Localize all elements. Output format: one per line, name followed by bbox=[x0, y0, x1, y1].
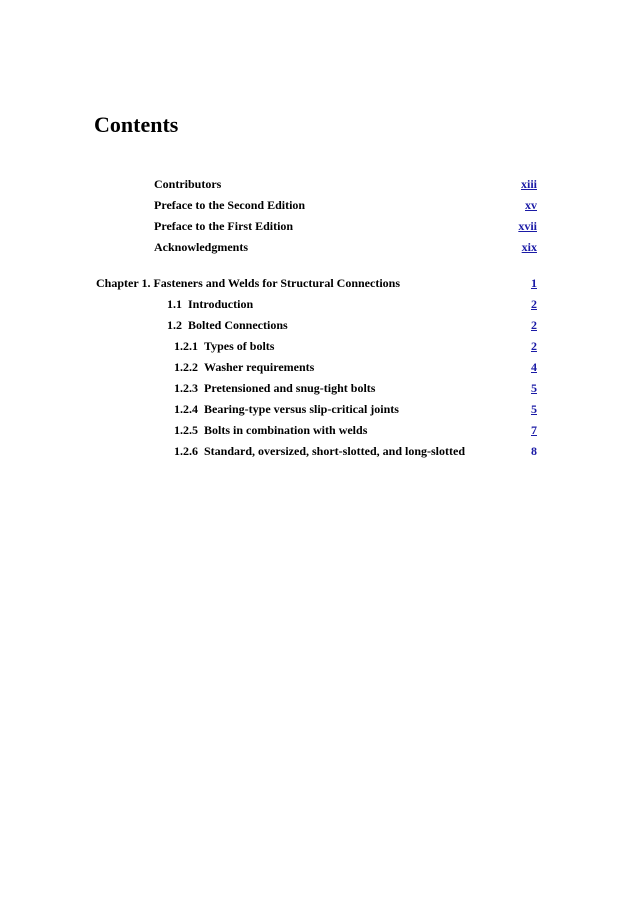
toc-entry-label: Types of bolts bbox=[204, 339, 275, 353]
toc-entry-section-1-2-3[interactable] bbox=[0, 379, 636, 397]
toc-entry-preface-second-edition[interactable] bbox=[0, 196, 636, 214]
toc-entry-section-1-2[interactable] bbox=[0, 316, 636, 334]
toc-entry-number: 1.2.5 bbox=[174, 423, 198, 437]
toc-entry-section-1-2-6[interactable] bbox=[0, 442, 636, 460]
toc-entry-number: 1.2.1 bbox=[174, 339, 198, 353]
toc-entry-acknowledgments[interactable] bbox=[0, 238, 636, 256]
toc-entry-number: 1.2 bbox=[167, 318, 182, 332]
toc-entry-label: Preface to the Second Edition bbox=[154, 198, 306, 212]
toc-entry-label: Acknowledgments bbox=[154, 240, 249, 254]
toc-page-link[interactable]: 5 bbox=[531, 402, 537, 416]
toc-entry-number: 1.2.4 bbox=[174, 402, 198, 416]
toc-page-link[interactable]: xv bbox=[525, 198, 537, 212]
toc-entry-preface-first-edition[interactable] bbox=[0, 217, 636, 235]
toc-page-link[interactable]: 4 bbox=[531, 360, 537, 374]
toc-entry-label: Preface to the First Edition bbox=[154, 219, 294, 233]
toc-entry-section-1-1[interactable] bbox=[0, 295, 636, 313]
toc-page-link[interactable]: 1 bbox=[531, 276, 537, 290]
toc-entry-label: Bolted Connections bbox=[188, 318, 288, 332]
toc-entry-label: Contributors bbox=[154, 177, 222, 191]
toc-entry-label: Introduction bbox=[188, 297, 254, 311]
toc-page-link[interactable]: xiii bbox=[520, 177, 537, 191]
toc-entry-label: Standard, oversized, short-slotted, and long-slotted bbox=[204, 444, 466, 458]
toc-page-link[interactable]: xvii bbox=[518, 219, 537, 233]
toc-entry-section-1-2-1[interactable] bbox=[0, 337, 636, 355]
toc-entry-number: 1.2.2 bbox=[174, 360, 198, 374]
toc-entry-label: Washer requirements bbox=[204, 360, 315, 374]
toc-entry-chapter-1[interactable] bbox=[0, 274, 636, 292]
toc-entry-label: Chapter 1. Fasteners and Welds for Structural Connections bbox=[96, 276, 401, 290]
toc-entry-number: 1.2.3 bbox=[174, 381, 198, 395]
toc-entry-label: Pretensioned and snug-tight bolts bbox=[204, 381, 376, 395]
toc-page-link[interactable]: xix bbox=[521, 240, 537, 254]
toc-page-link[interactable]: 5 bbox=[531, 381, 537, 395]
toc-entry-label: Bearing-type versus slip-critical joints bbox=[204, 402, 399, 416]
toc-entry-label: Bolts in combination with welds bbox=[204, 423, 368, 437]
toc-page-link[interactable]: 2 bbox=[531, 339, 537, 353]
toc-entry-section-1-2-5[interactable] bbox=[0, 421, 636, 439]
toc-entry-contributors[interactable] bbox=[0, 175, 636, 193]
toc-entry-section-1-2-4[interactable] bbox=[0, 400, 636, 418]
toc-page-link[interactable]: 2 bbox=[531, 297, 537, 311]
page-title: Contents bbox=[94, 112, 179, 137]
toc-entry-section-1-2-2[interactable] bbox=[0, 358, 636, 376]
toc-page-link[interactable]: 7 bbox=[531, 423, 537, 437]
toc-entry-number: 1.2.6 bbox=[174, 444, 198, 458]
toc-page-link[interactable]: 2 bbox=[531, 318, 537, 332]
toc-page-link[interactable]: 8 bbox=[531, 444, 537, 458]
toc-entry-number: 1.1 bbox=[167, 297, 182, 311]
